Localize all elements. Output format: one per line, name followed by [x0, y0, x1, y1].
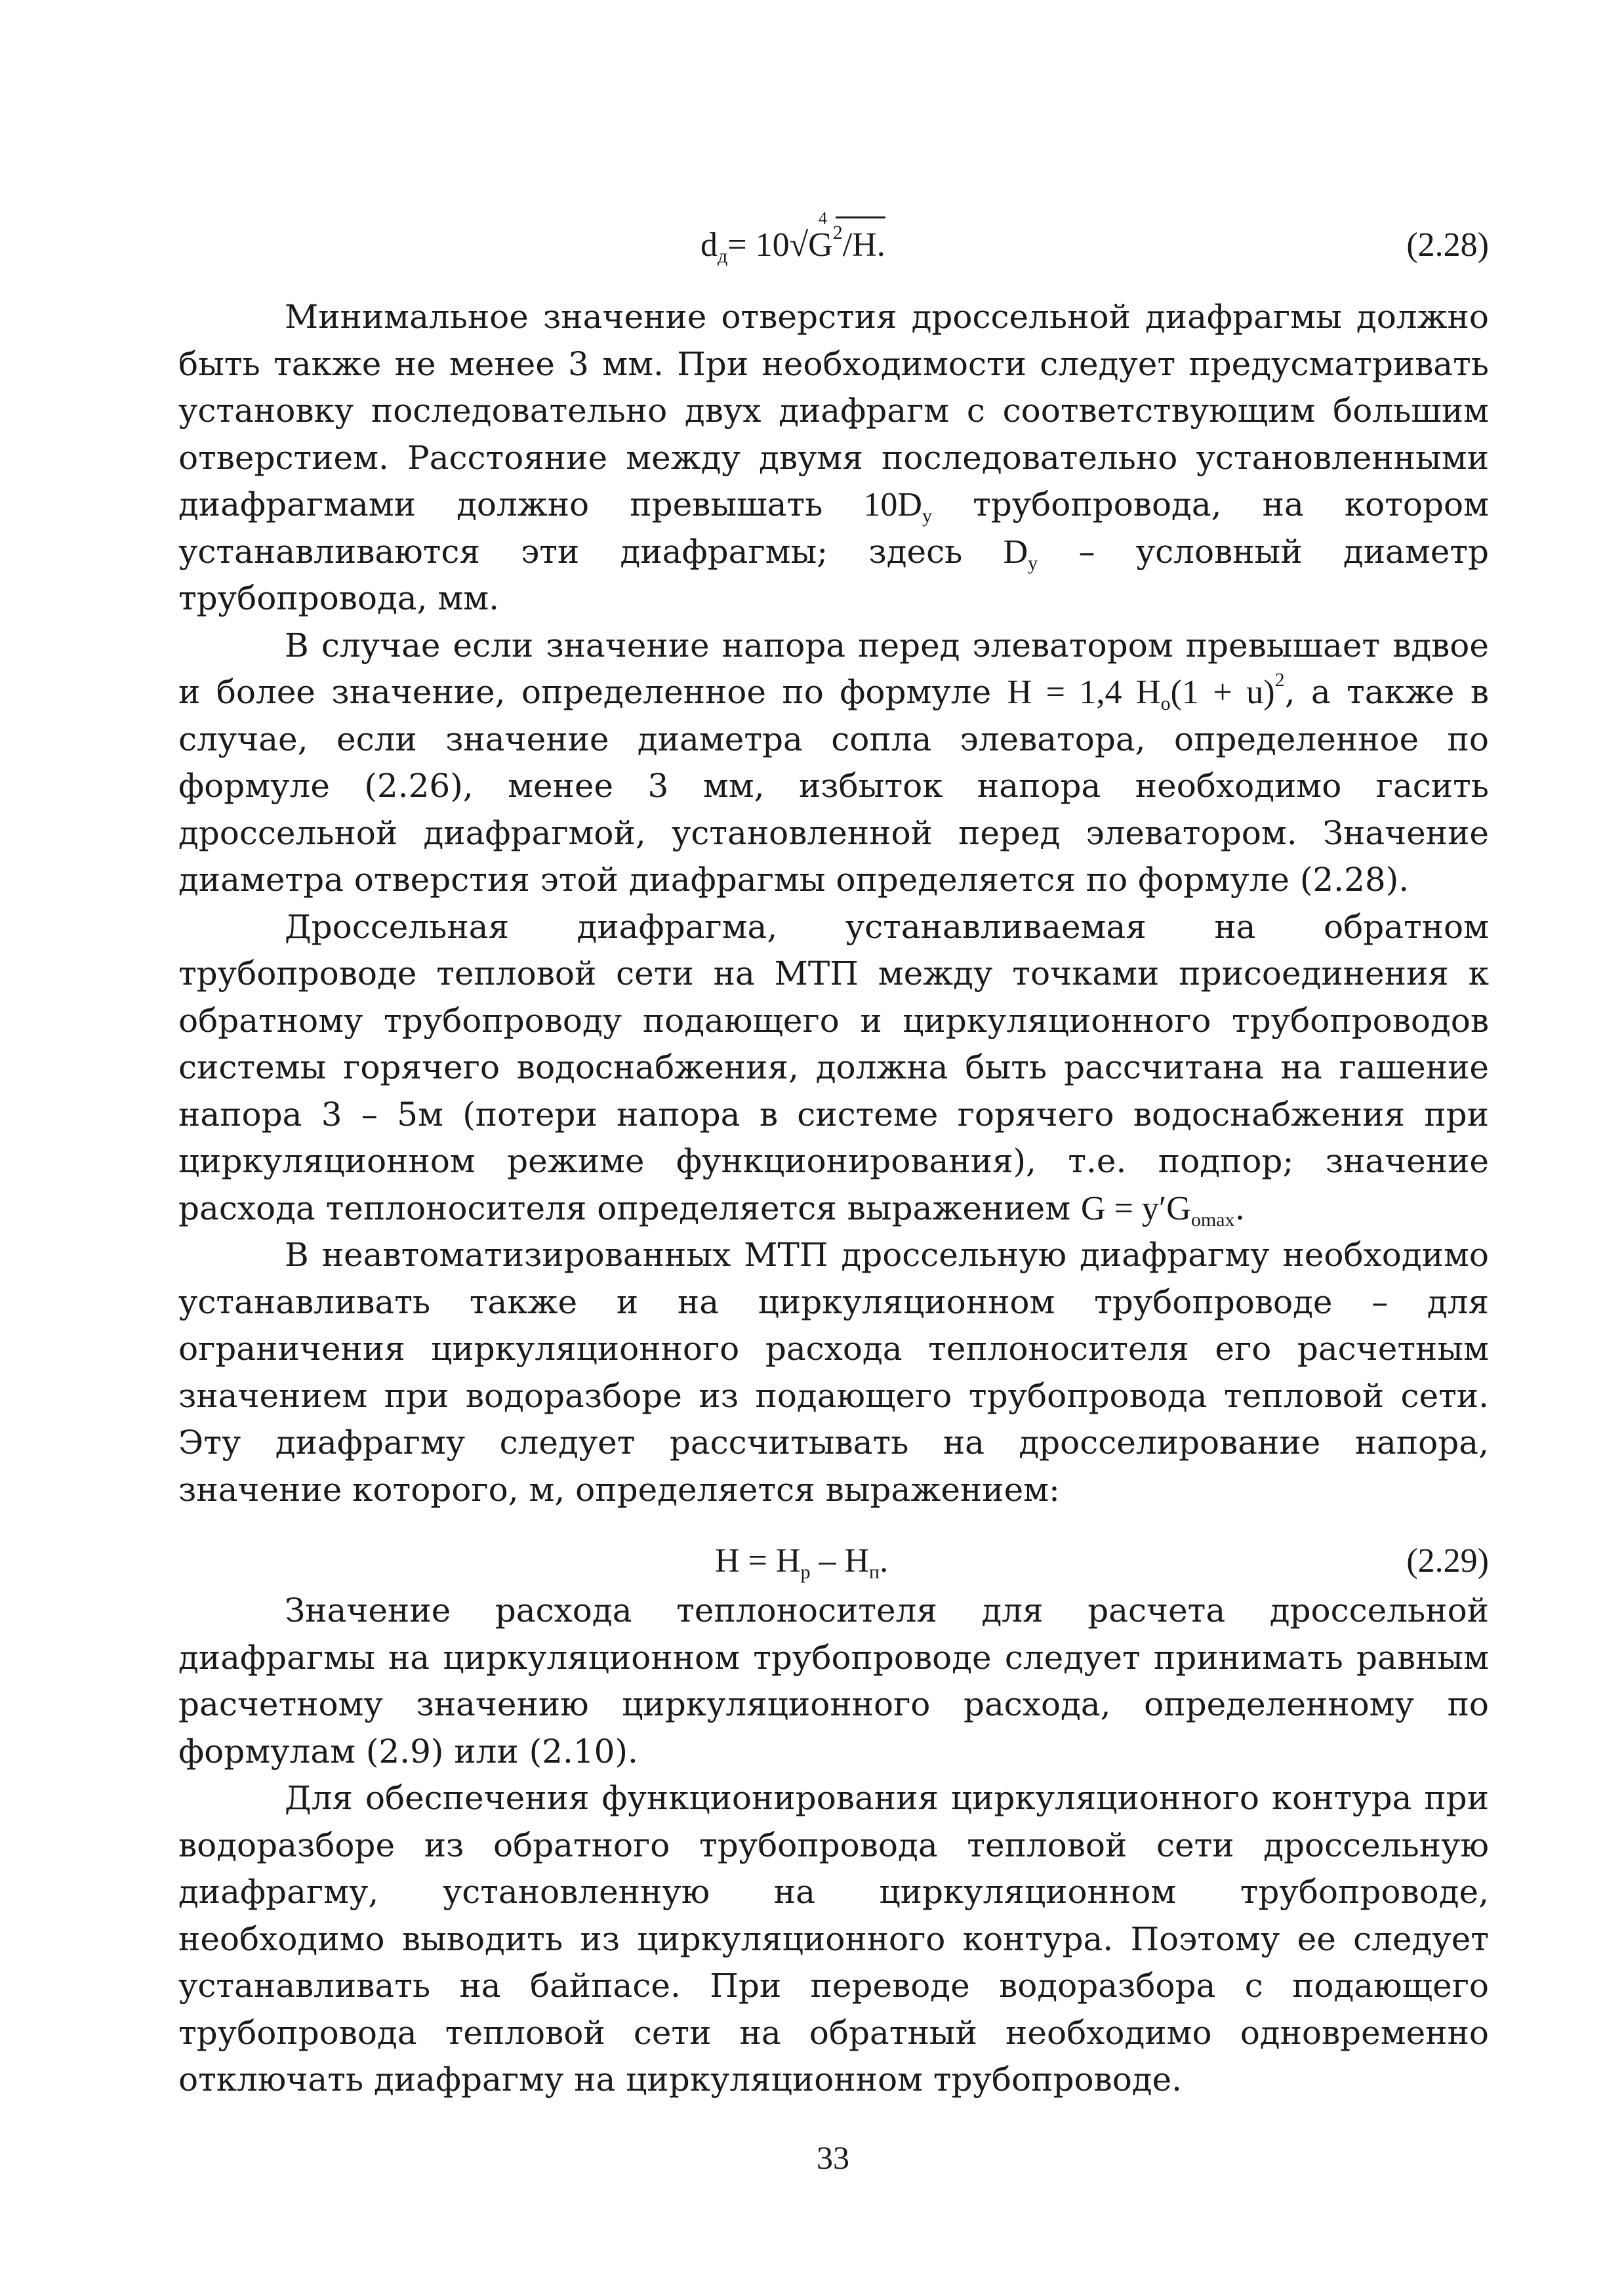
formula-2-28 — [178, 222, 1489, 278]
formula-2-29-body: $H = H_p - H_п$. — [715, 1542, 889, 1583]
paragraph-2: В случае если значение напора перед элеватором превышает вдвое и более значение, определенное по формуле H = 1,4 $H_о(1 + u)^2$, а также в случае, если значение диаметра сопла элеватора, определенное по формуле (2.26), менее 3 мм, избыток напора необходимо гасить дроссельной диафрагмой, установленной перед элеватором. Значение диаметра отверстия этой диафрагмы определяется по формуле (2.28). — [178, 626, 1490, 899]
text-block-lower — [178, 1587, 1489, 2104]
paragraph-6: Для обеспечения функционирования циркуляционного контура при водоразборе из обратного трубопровода тепловой сети дроссельную диафрагму, установленную на циркуляционном трубопроводе, необходимо выводить из циркуляционного контура. Поэтому ее следует устанавливать на байпасе. При переводе водоразбора с подающего трубопровода тепловой сети на обратный необходимо одновременно отключать диафрагму на циркуляционном трубопроводе. — [178, 1779, 1489, 2099]
page-number: 33 — [817, 2139, 849, 2176]
formula-2-29-number: (2.29) — [1406, 1542, 1489, 1580]
text-block-upper — [178, 294, 1489, 1513]
formula-2-29 — [178, 1542, 1489, 1594]
paragraph-4: В неавтоматизированных МТП дроссельную диафрагму необходимо устанавливать также и на циркуляционном трубопроводе – для ограничения циркуляционного расхода теплоносителя его расчетным значением при водоразборе из подающего трубопровода тепловой сети. Эту диафрагму следует рассчитывать на дросселирование напора, значение которого, м, определяется выражением: — [178, 1236, 1489, 1509]
formula-2-28-number: (2.28) — [1406, 226, 1489, 264]
root-index: 4 — [819, 209, 827, 228]
formula-2-28-body: $d_д= 10√G^2/H$. — [700, 222, 885, 267]
root-vinculum — [836, 216, 885, 218]
paragraph-3: Дроссельная диафрагма, устанавливаемая на обратном трубопроводе тепловой сети на МТП между точками присоединения к обратному трубопроводу подающего и циркуляционного трубопроводов системы горячего водоснабжения, должна быть рассчитана на гашение напора 3 – 5м (потери напора в системе горячего водоснабжения при циркуляционном режиме функционирования), т.е. подпор; значение расхода теплоносителя определяется выражением $G = y'G_{omax}$. — [178, 907, 1489, 1231]
paragraph-1: Минимальное значение отверстия дроссельной диафрагмы должно быть также не менее 3 мм. При необходимости следует предусматривать установку последовательно двух диафрагм с соответствующим большим отверстием. Расстояние между двумя последовательно установленными диафрагмами должно превышать $10D_у$ трубопровода, на котором устанавливаются эти диафрагмы; здесь $D_у$ – условный диаметр трубопровода, мм. — [178, 298, 1490, 617]
paragraph-5: Значение расхода теплоносителя для расчета дроссельной диафрагмы на циркуляционном трубопроводе следует принимать равным расчетному значению циркуляционного расхода, определенному по формулам (2.9) или (2.10). — [178, 1591, 1489, 1771]
